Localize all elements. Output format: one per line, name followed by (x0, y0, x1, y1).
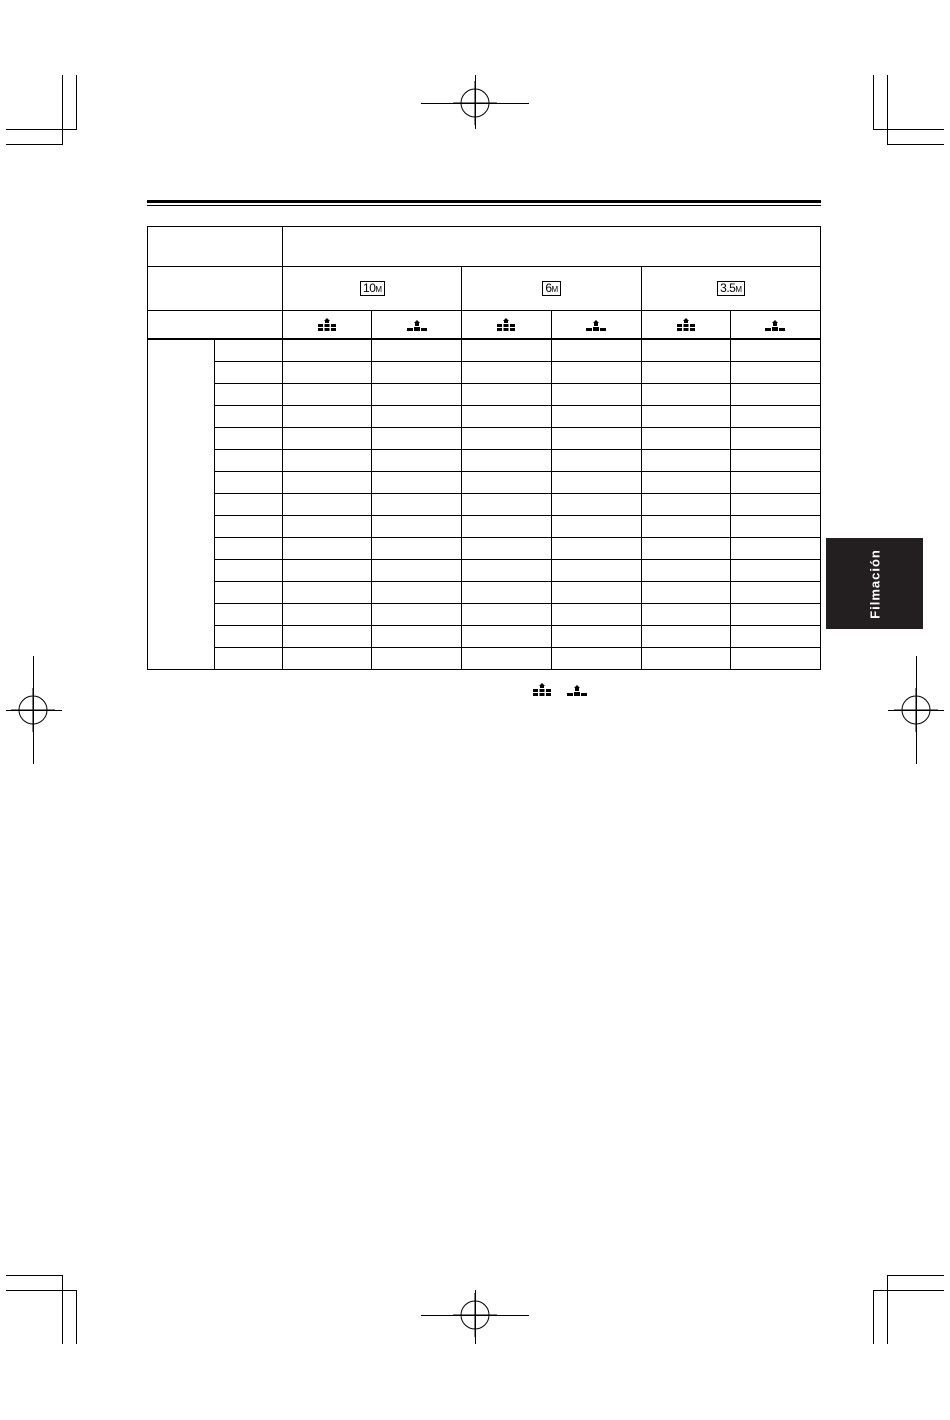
row-label-cell (215, 494, 283, 516)
table-cell (283, 494, 372, 516)
row-label-cell (215, 384, 283, 406)
table-cell (283, 384, 372, 406)
table-cell (730, 538, 820, 560)
row-label-cell (215, 560, 283, 582)
table-cell (551, 560, 641, 582)
table-cell (462, 450, 551, 472)
table-cell (372, 339, 462, 362)
table-cell (372, 648, 462, 670)
table-cell (283, 538, 372, 560)
table-cell (551, 516, 641, 538)
table-cell (641, 582, 730, 604)
table-cell (641, 560, 730, 582)
table-cell (641, 494, 730, 516)
quality-cell-6m-fine (462, 311, 551, 340)
table-row (148, 450, 821, 472)
table-cell (641, 450, 730, 472)
registration-line-bottom-v (475, 1290, 476, 1344)
table-cell (462, 362, 551, 384)
table-cell (641, 626, 730, 648)
table-cell (372, 472, 462, 494)
table-cell (730, 384, 820, 406)
table-cell (551, 384, 641, 406)
picture-size-10m-cell (283, 267, 462, 311)
table-cell (551, 472, 641, 494)
row-label-cell (215, 604, 283, 626)
table-row (148, 626, 821, 648)
row-label-cell (215, 538, 283, 560)
standard-quality-icon (764, 318, 786, 332)
row-label-cell (215, 472, 283, 494)
registration-line-top-v (475, 75, 476, 129)
table-cell (372, 494, 462, 516)
row-label-cell (215, 626, 283, 648)
table-cell (641, 406, 730, 428)
fine-quality-icon (317, 318, 337, 332)
table-cell (462, 582, 551, 604)
picture-size-6m-cell (462, 267, 641, 311)
table-cell (462, 494, 551, 516)
table-row (148, 339, 821, 362)
table-cell (372, 604, 462, 626)
registration-line-right-h (888, 710, 944, 711)
table-cell (462, 406, 551, 428)
table-cell (372, 384, 462, 406)
table-cell (372, 626, 462, 648)
table-cell (462, 516, 551, 538)
table-cell (551, 450, 641, 472)
row-label-cell (215, 362, 283, 384)
table-cell (730, 582, 820, 604)
standard-quality-icon (585, 318, 607, 332)
table-cell (462, 538, 551, 560)
table-cell (283, 406, 372, 428)
table-cell (641, 428, 730, 450)
picture-size-6m-icon: 6M (542, 281, 560, 296)
row-label-cell (215, 428, 283, 450)
table-row (148, 362, 821, 384)
table-cell (641, 648, 730, 670)
table-row (148, 582, 821, 604)
table-row (148, 406, 821, 428)
table-cell (283, 362, 372, 384)
table-cell (462, 384, 551, 406)
table-cell (283, 582, 372, 604)
table-cell (462, 648, 551, 670)
quality-row (148, 311, 821, 340)
table-cell (730, 472, 820, 494)
table-cell (283, 428, 372, 450)
table-cell (551, 582, 641, 604)
table-cell (283, 516, 372, 538)
picture-size-10m-icon: 10M (360, 281, 385, 296)
table-cell (551, 406, 641, 428)
table-cell (551, 538, 641, 560)
quality-cell-3-5m-fine (641, 311, 730, 340)
quality-cell-6m-standard (551, 311, 641, 340)
table-cell (283, 450, 372, 472)
footnote-standard-quality-icon (566, 683, 588, 697)
standard-quality-icon (406, 318, 428, 332)
table-row (148, 494, 821, 516)
table-cell (551, 626, 641, 648)
table-cell (283, 560, 372, 582)
table-cell (372, 516, 462, 538)
table-cell (551, 604, 641, 626)
table-cell (372, 362, 462, 384)
table-cell (462, 604, 551, 626)
table-row (148, 384, 821, 406)
table-cell (283, 339, 372, 362)
footnote-fine-quality-icon (532, 683, 552, 697)
table-row (148, 560, 821, 582)
table-cell (372, 406, 462, 428)
quality-cell-10m-fine (283, 311, 372, 340)
table-cell (551, 362, 641, 384)
chapter-tab-label: Filmación (867, 548, 882, 619)
picture-size-label-cell (148, 267, 283, 311)
chapter-tab (826, 538, 923, 629)
table-corner-cell (148, 227, 283, 267)
table-row (148, 604, 821, 626)
table-cell (730, 604, 820, 626)
row-group-cell (148, 339, 215, 670)
table-cell (551, 648, 641, 670)
table-cell (730, 362, 820, 384)
picture-size-3-5m-cell (641, 267, 820, 311)
quality-cell-10m-standard (372, 311, 462, 340)
table-cell (462, 560, 551, 582)
table-cell (641, 339, 730, 362)
table-cell (641, 516, 730, 538)
table-row (148, 428, 821, 450)
table-cell (641, 472, 730, 494)
row-label-cell (215, 450, 283, 472)
table-cell (462, 626, 551, 648)
table-cell (462, 428, 551, 450)
table-cell (462, 339, 551, 362)
table-cell (283, 626, 372, 648)
table-cell (462, 472, 551, 494)
table-row (148, 472, 821, 494)
table-cell (372, 428, 462, 450)
row-label-cell (215, 582, 283, 604)
table-cell (551, 428, 641, 450)
picture-size-3-5m-icon: 3.5M (717, 281, 744, 296)
table-cell (730, 516, 820, 538)
table-cell (730, 494, 820, 516)
row-label-cell (215, 516, 283, 538)
table-row (148, 516, 821, 538)
table-cell (283, 472, 372, 494)
table-cell (372, 560, 462, 582)
table-cell (730, 648, 820, 670)
header-rule (147, 200, 821, 206)
table-cell (730, 428, 820, 450)
table-cell (641, 384, 730, 406)
quality-label-cell (148, 311, 283, 340)
table-cell (730, 450, 820, 472)
picture-size-row (148, 267, 821, 311)
table-cell (372, 538, 462, 560)
table-cell (641, 538, 730, 560)
table-cell (730, 560, 820, 582)
row-label-cell (215, 339, 283, 362)
capacity-table (147, 226, 821, 670)
table-cell (730, 406, 820, 428)
table-cell (283, 604, 372, 626)
table-cell (730, 626, 820, 648)
table-cell (372, 582, 462, 604)
registration-line-left-h (6, 710, 62, 711)
quality-cell-3-5m-standard (730, 311, 820, 340)
fine-quality-icon (676, 318, 696, 332)
table-row (148, 538, 821, 560)
row-label-cell (215, 406, 283, 428)
table-cell (372, 450, 462, 472)
table-cell (551, 494, 641, 516)
footnote-quality-icons (532, 681, 602, 699)
table-header-cell (283, 227, 821, 267)
table-header-row (148, 227, 821, 267)
table-row (148, 648, 821, 670)
fine-quality-icon (496, 318, 516, 332)
table-cell (641, 362, 730, 384)
table-cell (730, 339, 820, 362)
row-label-cell (215, 648, 283, 670)
table-cell (641, 604, 730, 626)
table-cell (283, 648, 372, 670)
table-cell (551, 339, 641, 362)
